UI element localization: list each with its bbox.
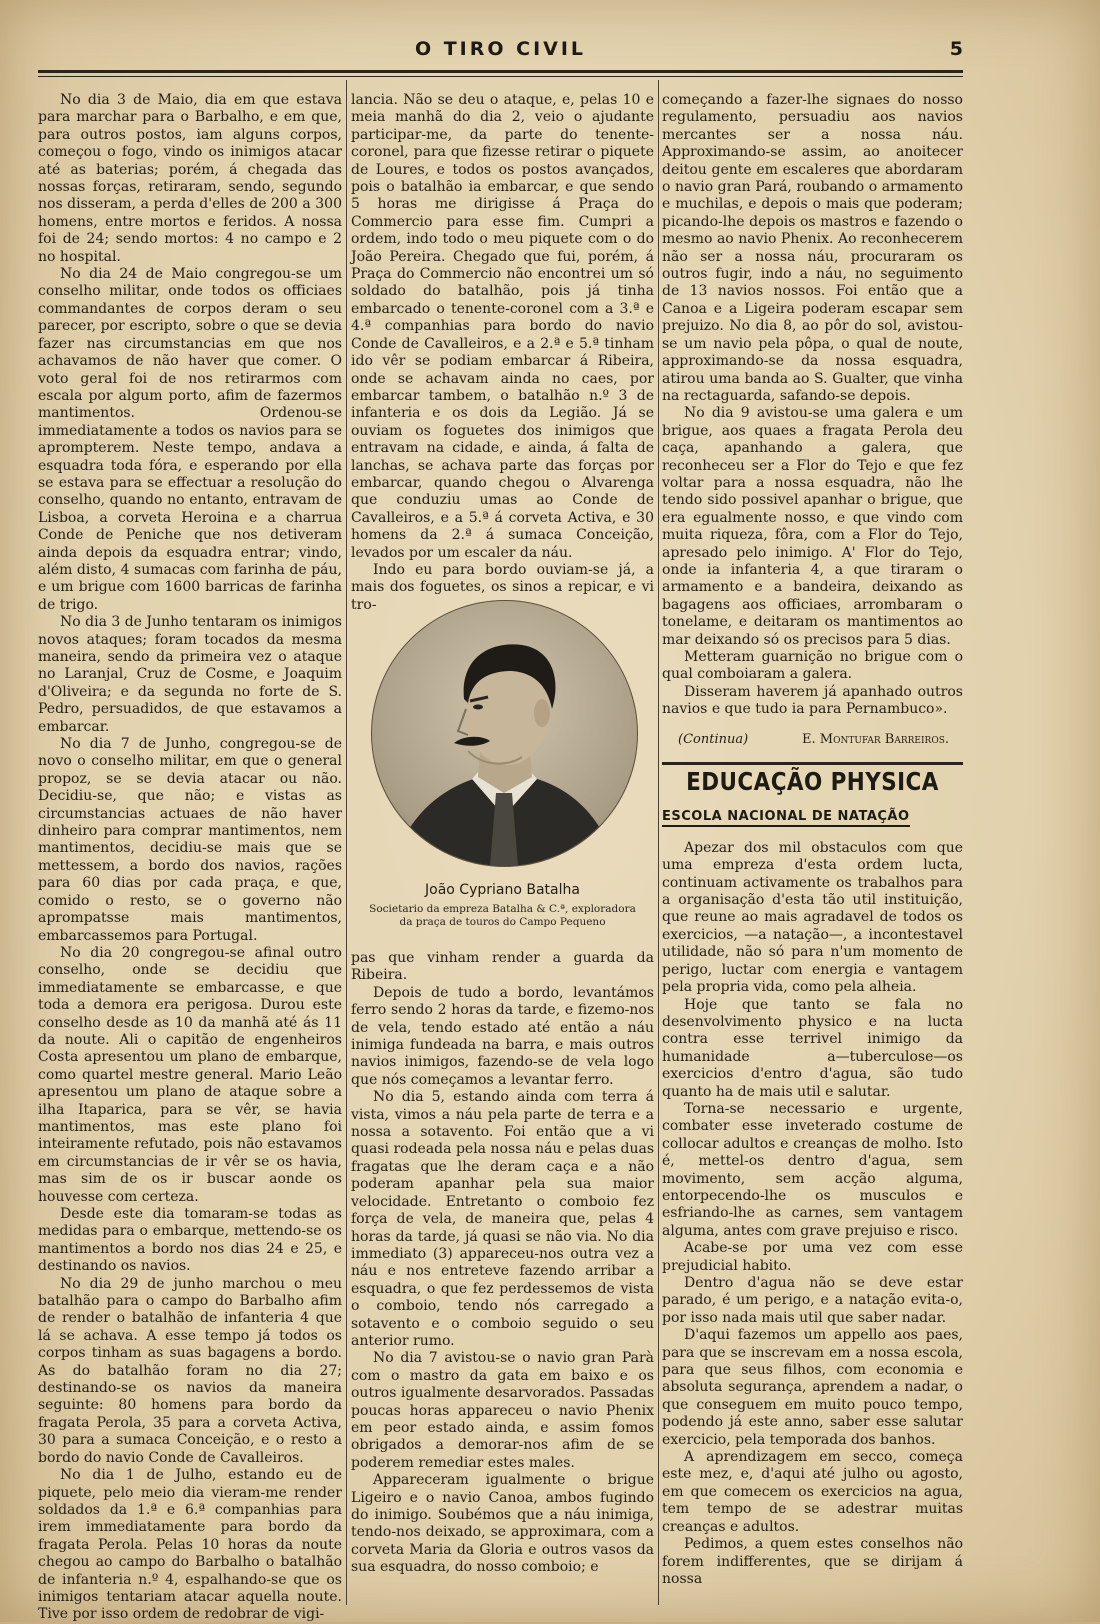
portrait-caption-description	[351, 903, 654, 929]
portrait-caption-name: João Cypriano Batalha	[425, 882, 580, 898]
author-name: E. Montufar Barreiros.	[802, 731, 949, 747]
section-body	[662, 840, 963, 1588]
article-column-2-bottom	[351, 950, 654, 1602]
paragraph: pas que vinham render a guarda da Ribeira.	[351, 950, 654, 984]
paragraph: Indo eu para bordo ouviam-se já, a mais dos foguetes, os sinos a repicar, e vi tro-	[351, 561, 654, 613]
header-rule	[38, 70, 963, 73]
column-divider-2	[658, 80, 659, 1605]
paragraph: No dia 7 avistou-se o navio gran Parà com o mastro da gata em baixo e os outros igualmente desarvorados. Passadas poucas horas appareceu o navio Phenix em peor estado ainda, e assim fomos obrigados a demorar-nos afim de se poderem remediar estes males.	[351, 1350, 654, 1471]
paragraph: No dia 29 de junho marchou o meu batalhão para o campo do Barbalho afim de render o batalhão de infanteria 4 que lá se achava. A esse tempo já todos os corpos tinham as suas bagagens a bordo. As do batalhão foram no dia 27; destinando-se os navios da maneira seguinte: 80 homens para bordo da fragata Perola, 35 para a corveta Activa, 30 para a sumaca Conceição, e o resto a bordo do navio Conde de Cavalleiros.	[38, 1275, 342, 1466]
paragraph: No dia 3 de Junho tentaram os inimigos novos ataques; foram tocados da mesma maneira, sendo da primeira vez o ataque no Laranjal, Cruz de Cosme, e Joaquim d'Oliveira; e da segunda no forte de S. Pedro, persuadidos, de que estavamos a embarcar.	[38, 614, 342, 735]
section-subtitle	[662, 808, 963, 825]
column-divider-1	[346, 80, 347, 1605]
caption-line: Societario da empreza Batalha & C.ª, exploradora	[369, 903, 636, 915]
paragraph: Apezar dos mil obstaculos com que uma empreza d'esta ordem lucta, continuam activamente os trabalhos para a organisação d'esta tão util instituição, que reune ao mais agradavel de todos os exercicios, —a natação—, a incontestavel utilidade, não só para n'um momento de perigo, luctar com energia e vantagem pela propria vida, como pela alheia.	[662, 839, 963, 996]
paragraph: começando a fazer-lhe signaes do nosso regulamento, persuadiu aos navios mercantes ser a nossa náu. Approximando-se assim, ao anoitecer deitou gente em escaleres que abordaram o navio gran Pará, roubando o armamento e muchilas, e depois o mais que poderam; picando-lhe depois os mastros e fazendo o mesmo ao navio Phenix. Ao reconhecerem não ser a nossa náu, procuraram os outros fugir, indo a náu, no seguimento de 13 navios nossos. Foi então que a Canoa e a Ligeira poderam escapar sem prejuizo. No dia 8, ao pôr do sol, avistou-se um navio pela pôpa, o qual de noute, approximando-se da nossa esquadra, atirou uma banda ao S. Gualter, que vinha na rectaguarda, safando-se depois.	[662, 92, 963, 404]
paragraph: A aprendizagem em secco, começa este mez, e, d'aqui até julho ou agosto, em que comecem os exercicios na agua, tem tempo de se adestrar muitas creanças e adultos.	[662, 1449, 963, 1535]
paragraph: Disseram haverem já apanhado outros navios e que tudo ia para Pernambuco».	[662, 683, 963, 718]
paragraph: No dia 24 de Maio congregou-se um conselho militar, onde todos os officiaes commandantes de corpos deram o seu parecer, por escripto, sobre o que se devia fazer nas circumstancias em que nos achavamos de não haver que comer. O voto geral foi de nos retirarmos com escala por algum porto, afim de fazermos mantimentos. Ordenou-se immediatamente a todos os navios para se aprompterem. Neste tempo, andava a esquadra toda fóra, e esperando por ella se estava para se effectuar a resolução do conselho, quando no entanto, entravam de Lisboa, a corveta Heroina e a charrua Conde de Peniche que nos detiveram ainda depois da esquadra entrar; vindo, além disto, 4 sumacas com farinha de páu, e um brigue com 1600 barricas de farinha de trigo.	[38, 266, 342, 613]
article-signoff	[662, 731, 963, 748]
page-header	[38, 38, 963, 62]
paragraph: No dia 5, estando ainda com terra á vista, vimos a náu pela parte de terra e a nossa a sotavento. Foi então que a vi quasi rodeada pela nossa náu e pelas duas fragatas que lhe deram caça e a não poderam apanhar pela sua maior velocidade. Entretanto o comboio fez força de vela, de maneira que, pelas 4 horas da tarde, já quasi se não via. No dia immediato (3) appareceu-nos outra vez a náu e nos entreteve fazendo arribar a esquadra, o que fez perdessemos de vista o comboio, tendo nós carregado a sotavento e o comboio seguido o seu anterior rumo.	[351, 1089, 654, 1349]
newspaper-title: O TIRO CIVIL	[414, 38, 587, 60]
paragraph: No dia 20 congregou-se afinal outro conselho, onde se decidiu que immediatamente se embarcasse, e que toda a demora era perigosa. Durou este conselho desde as 10 da manhã até ás 11 da noute. Ali o capitão de engenheiros Costa apresentou um plano de embarque, como quartel mestre general. Mario Leão apresentou um plano de ataque sobre a ilha Itaparica, para se vêr, se havia mantimentos, mas este plano foi inteiramente refutado, pois não estavamos em circumstancias de ir vêr se os havia, mas sim de os ir buscar aonde os houvesse com certeza.	[38, 944, 342, 1205]
paragraph: Dentro d'agua não se deve estar parado, é um perigo, e a natação evita-o, por isso nada mais util que saber nadar.	[662, 1275, 963, 1326]
paragraph: Metteram guarnição no brigue com o qual comboiaram a galera.	[662, 649, 963, 683]
paragraph: Appareceram igualmente o brigue Ligeiro e o navio Canoa, ambos fugindo do inimigo. Soubémos que a náu inimiga, tendo-nos deixado, se approximara, com a corveta Maria da Gloria e outros vasos da sua esquadra, do nosso comboio; e	[351, 1472, 654, 1576]
paragraph: Acabe-se por uma vez com esse prejudicial habito.	[662, 1240, 963, 1274]
caption-line: da praça de touros do Campo Pequeno	[399, 916, 606, 928]
portrait-photo	[371, 600, 638, 867]
section-title: EDUCAÇÃO PHYSICA	[686, 767, 939, 797]
paragraph: Hoje que tanto se fala no desenvolvimento physico e na lucta contra esse terrivel inimigo da humanidade a—tuberculose—os exercicios d'entro d'agua, são tudo quanto ha de mais util e salutar.	[662, 996, 963, 1100]
paragraph: Depois de tudo a bordo, levantámos ferro sendo 2 horas da tarde, e fizemo-nos de vela, tendo estado até então a náu inimiga fundeada na barra, e mais outros navios inimigos, fazendo-se de vela logo que nós começamos a levantar ferro.	[351, 984, 654, 1088]
header-rule-thin	[38, 76, 963, 77]
paragraph: No dia 9 avistou-se uma galera e um brigue, aos quaes a fragata Perola deu caça, apanhando a galera, que reconheceu ser a Flor do Tejo e que fez voltar para a nossa esquadra, não lhe tendo sido possivel apanhar o brigue, que era egualmente nosso, e que vindo com muita riqueza, fôra, com a Flor do Tejo, apresado pelo inimigo. A' Flor do Tejo, onde ia infanteria 4, a que tiraram o armamento e a bandeira, deixando as bagagens aos officiaes, arrombaram o tonelame, e deitaram os mantimentos ao mar deixando só os precisos para 5 dias.	[662, 405, 963, 648]
portrait-figure	[351, 600, 654, 940]
paragraph: Desde este dia tomaram-se todas as medidas para o embarque, mettendo-se os mantimentos a bordo nos dias 24 e 25, e destinando os navios.	[38, 1206, 342, 1275]
paragraph: No dia 3 de Maio, dia em que estava para marchar para o Barbalho, e em que, para outros postos, iam alguns corpos, começou o fogo, vindo os inimigos atacar até as baterias; porém, á chegada das nossas forças, retiraram, sendo, segundo nos disseram, a perda d'elles de 200 a 300 homens, entre mortos e feridos. A nossa foi de 24; sendo mortos: 4 no campo e 2 no hospital.	[38, 92, 342, 265]
paragraph: D'aqui fazemos um appello aos paes, para que se inscrevam em a nossa escola, para que seus filhos, com economia e absoluta segurança, aprendem a nadar, o que conseguem em muito pouco tempo, podendo já este anno, saber esse salutar exercicio, pela temporada dos banhos.	[662, 1327, 963, 1448]
continua-label: (Continua)	[678, 731, 749, 747]
article-column-2-top	[351, 92, 654, 613]
paragraph: lancia. Não se deu o ataque, e, pelas 10 e meia manhã do dia 2, veio o ajudante participar-me, da parte do tenente-coronel, para que fizesse retirar o piquete de Loures, e todos os postos avançados, pois o batalhão ia embarcar, e que sendo 5 horas me dirigisse á Praça do Commercio para esse fim. Cumpri a ordem, indo todo o meu piquete com o do João Pereira. Chegado que fui, porém, á Praça do Commercio não encontrei um só soldado do batalhão, pois já tinha embarcado o tenente-coronel com a 3.ª e 4.ª companhias para bordo do navio Conde de Cavalleiros, e a 2.ª e 5.ª tinham ido vêr se podiam embarcar á Ribeira, onde se achavam ainda no caes, por embarcar tambem, o batalhão n.º 3 de infanteria e os dois da Legião. Já se ouviam os foguetes dos inimigos que entravam na cidade, e ainda, á falta de lanchas, se achava parte das forças por embarcar, quando chegou o Alvarenga que conduziu umas ao Conde de Cavalleiros, e a 5.ª á corveta Activa, e 30 homens da 2.ª á sumaca Conceição, levados por um escaler da náu.	[351, 92, 654, 561]
article-column-3	[662, 92, 963, 1602]
paragraph: Pedimos, a quem estes conselhos não forem indifferentes, que se dirijam á nossa	[662, 1536, 963, 1587]
article-column-1	[38, 92, 342, 1623]
paragraph: No dia 1 de Julho, estando eu de piquete, pelo meio dia vieram-me render soldados da 1.ª e 6.ª companhias para irem immediatamente para bordo da fragata Perola. Pelas 10 horas da noute chegou ao campo do Barbalho o batalhão de infanteria n.º 4, espalhando-se que os inimigos tentariam atacar aquella noute. Tive por isso ordem de redobrar de vigi-	[38, 1467, 342, 1623]
paragraph: Torna-se necessario e urgente, combater esse inveterado costume de collocar adultos e creanças de molho. Isto é, mettel-os dentro d'agua, sem movimento, sem acção alguma, entorpecendo-lhe os musculos e esfriando-lhe as carnes, sem vantagem alguma, antes com grave prejuiso e risco.	[662, 1100, 963, 1239]
page-number: 5	[949, 38, 963, 60]
section-subtitle-text: ESCOLA NACIONAL DE NATAÇÃO	[662, 809, 910, 827]
section-rule	[662, 762, 963, 765]
paragraph: No dia 7 de Junho, congregou-se de novo o conselho militar, em que o general propoz, se se devia atacar ou não. Decidiu-se, que não; e vistas as circumstancias actuaes de não haver dinheiro para comprar mantimentos, nem mantimentos, decidiu-se mais que se mettessem, a bordo dos navios, rações para 60 dias por cada praça, e que, comido o resto, se o governo não aprompatsse mais mantimentos, embarcassemos para Portugal.	[38, 736, 342, 944]
